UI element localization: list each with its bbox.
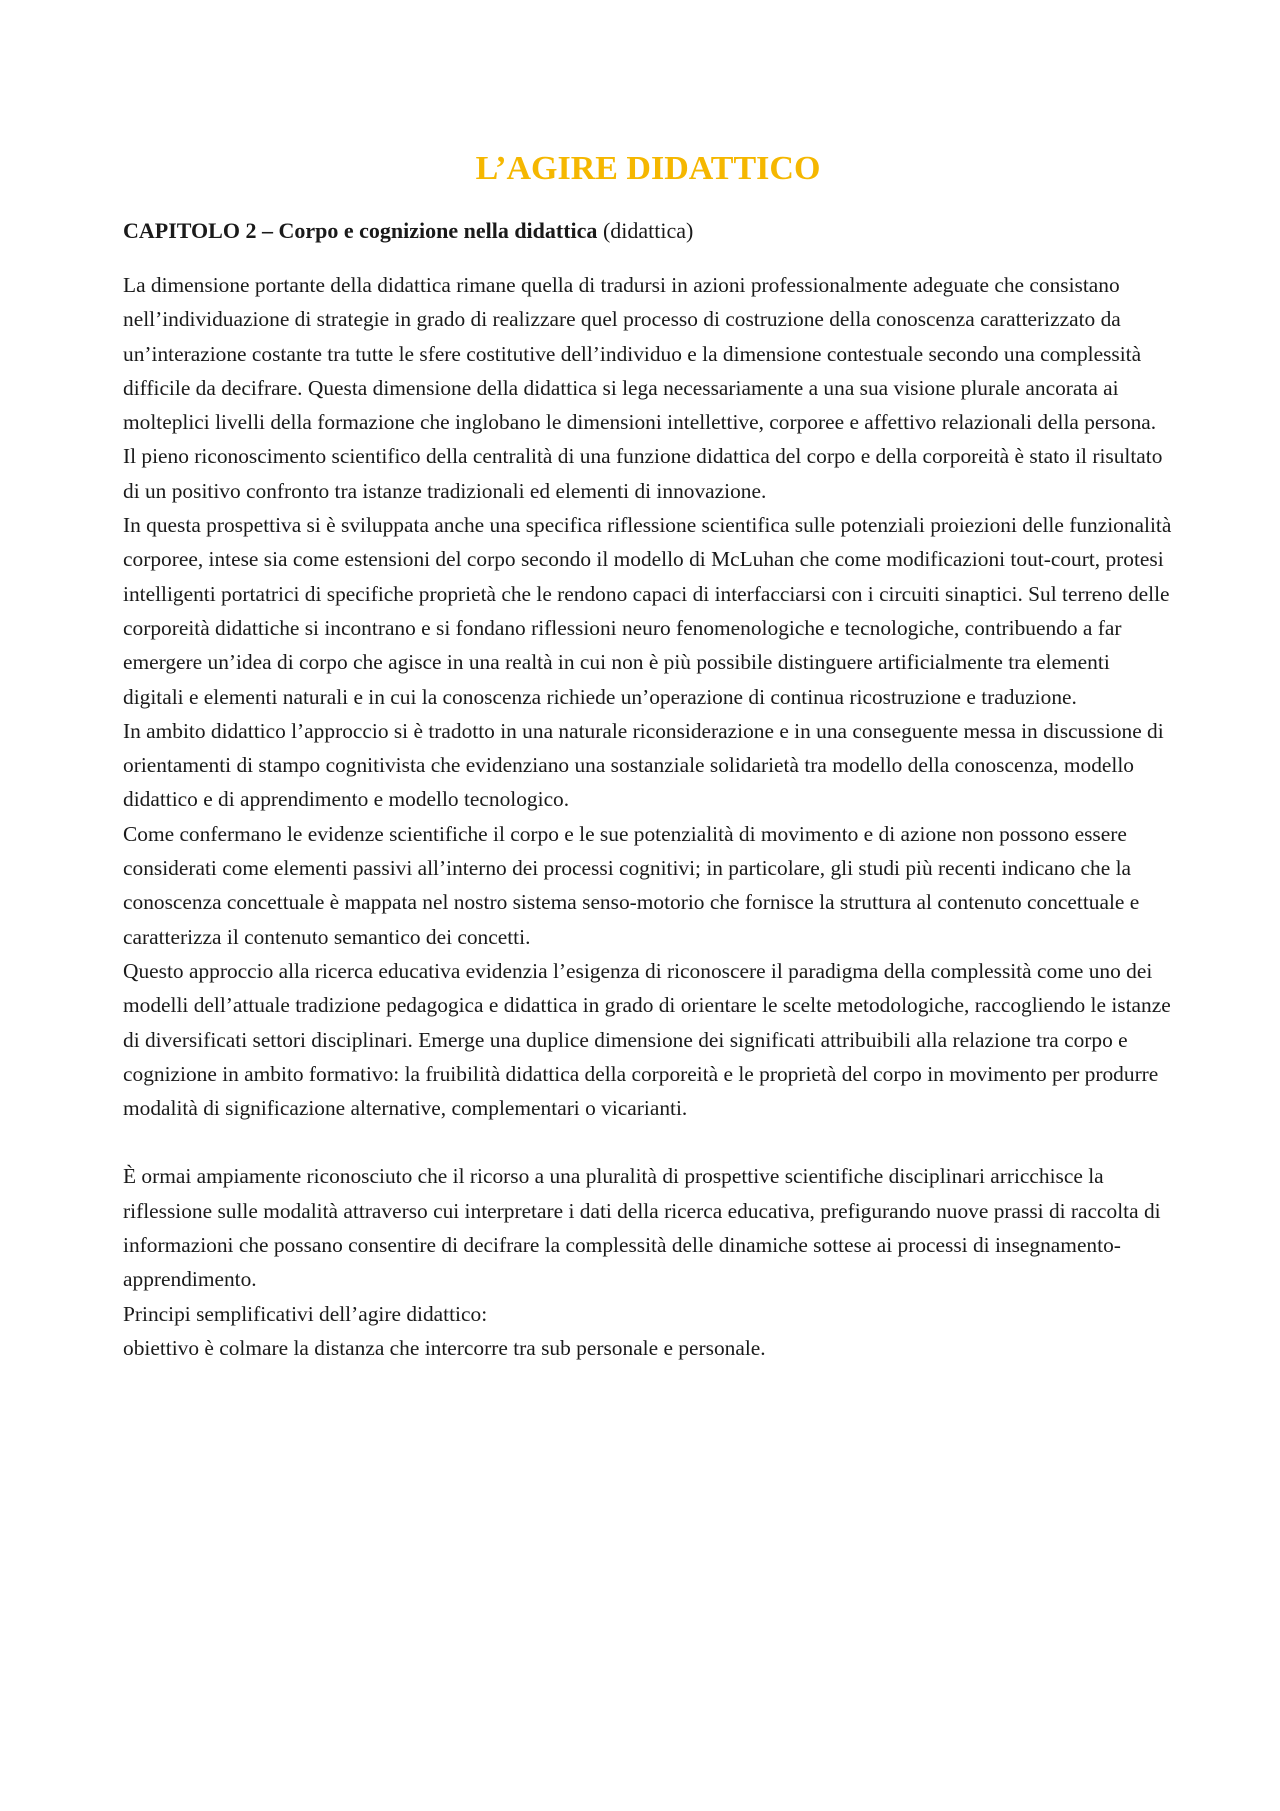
paragraph: La dimensione portante della didattica rimane quella di tradursi in azioni professionalmente adeguate che consistano nell’individuazione di strategie in grado di realizzare quel processo di costruzione della conoscenza caratterizzato da un’interazione costante tra tutte le sfere costitutive dell’individuo e la dimensione contestuale secondo una complessità difficile da decifrare. Questa dimensione della didattica si lega necessariamente a una sua visione plurale ancorata ai molteplici livelli della formazione che inglobano le dimensioni intellettive, corporee e affettivo relazionali della persona. (123, 272, 1157, 435)
paragraph: Come confermano le evidenze scientifiche il corpo e le sue potenzialità di movimento e di azione non possono essere considerati come elementi passivi all’interno dei processi cognitivi; in particolare, gli studi più recenti indicano che la conoscenza concettuale è mappata nel nostro sistema senso-motorio che fornisce la struttura al contenuto concettuale e caratterizza il contenuto semantico dei concetti. (123, 821, 1140, 949)
objective-line: obiettivo è colmare la distanza che intercorre tra sub personale e personale. (123, 1335, 766, 1360)
paragraph: È ormai ampiamente riconosciuto che il ricorso a una pluralità di prospettive scientifiche disciplinari arricchisce la riflessione sulle modalità attraverso cui interpretare i dati della ricerca educativa, prefigurando nuove prassi di raccolta di informazioni che possano consentire di decifrare la complessità delle dinamiche sottese ai processi di insegnamento-apprendimento. (123, 1164, 1161, 1292)
paragraph: Il pieno riconoscimento scientifico della centralità di una funzione didattica del corpo e della corporeità è stato il risultato di un positivo confronto tra istanze tradizionali ed elementi di innovazione. (123, 444, 1163, 503)
principles-heading: Principi semplificativi dell’agire didattico: (123, 1301, 488, 1326)
paragraph: In questa prospettiva si è sviluppata anche una specifica riflessione scientifica sulle potenziali proiezioni delle funzionalità corporee, intese sia come estensioni del corpo secondo il modello di McLuhan che come modificazioni tout-court, protesi intelligenti portatrici di specifiche proprietà che le rendono capaci di interfacciarsi con i circuiti sinaptici. Sul terreno delle corporeità didattiche si incontrano e si fondano riflessioni neuro fenomenologiche e tecnologiche, contribuendo a far emergere un’idea di corpo che agisce in una realtà in cui non è più possibile distinguere artificialmente tra elementi digitali e elementi naturali e in cui la conoscenza richiede un’operazione di continua ricostruzione e traduzione. (123, 513, 1172, 709)
body-section-1 (123, 268, 1173, 1125)
document-title: L’AGIRE DIDATTICO (475, 150, 821, 187)
document-page (123, 150, 1173, 1365)
paragraph: Questo approccio alla ricerca educativa evidenzia l’esigenza di riconoscere il paradigma della complessità come uno dei modelli dell’attuale tradizione pedagogica e didattica in grado di orientare le scelte metodologiche, raccogliendo le istanze di diversificati settori disciplinari. Emerge una duplice dimensione dei significati attribuibili alla relazione tra corpo e cognizione in ambito formativo: la fruibilità didattica della corporeità e le proprietà del corpo in movimento per produrre modalità di significazione alternative, complementari o vicarianti. (123, 958, 1171, 1121)
chapter-heading (123, 217, 1173, 246)
paragraph: In ambito didattico l’approccio si è tradotto in una naturale riconsiderazione e in una conseguente messa in discussione di orientamenti di stampo cognitivista che evidenziano una sostanziale solidarietà tra modello della conoscenza, modello didattico e di apprendimento e modello tecnologico. (123, 718, 1164, 812)
chapter-label: CAPITOLO 2 – Corpo e cognizione nella didattica (123, 218, 598, 244)
body-section-2 (123, 1159, 1173, 1365)
paragraph-gap (123, 1125, 1173, 1159)
chapter-note: (didattica) (602, 218, 694, 244)
